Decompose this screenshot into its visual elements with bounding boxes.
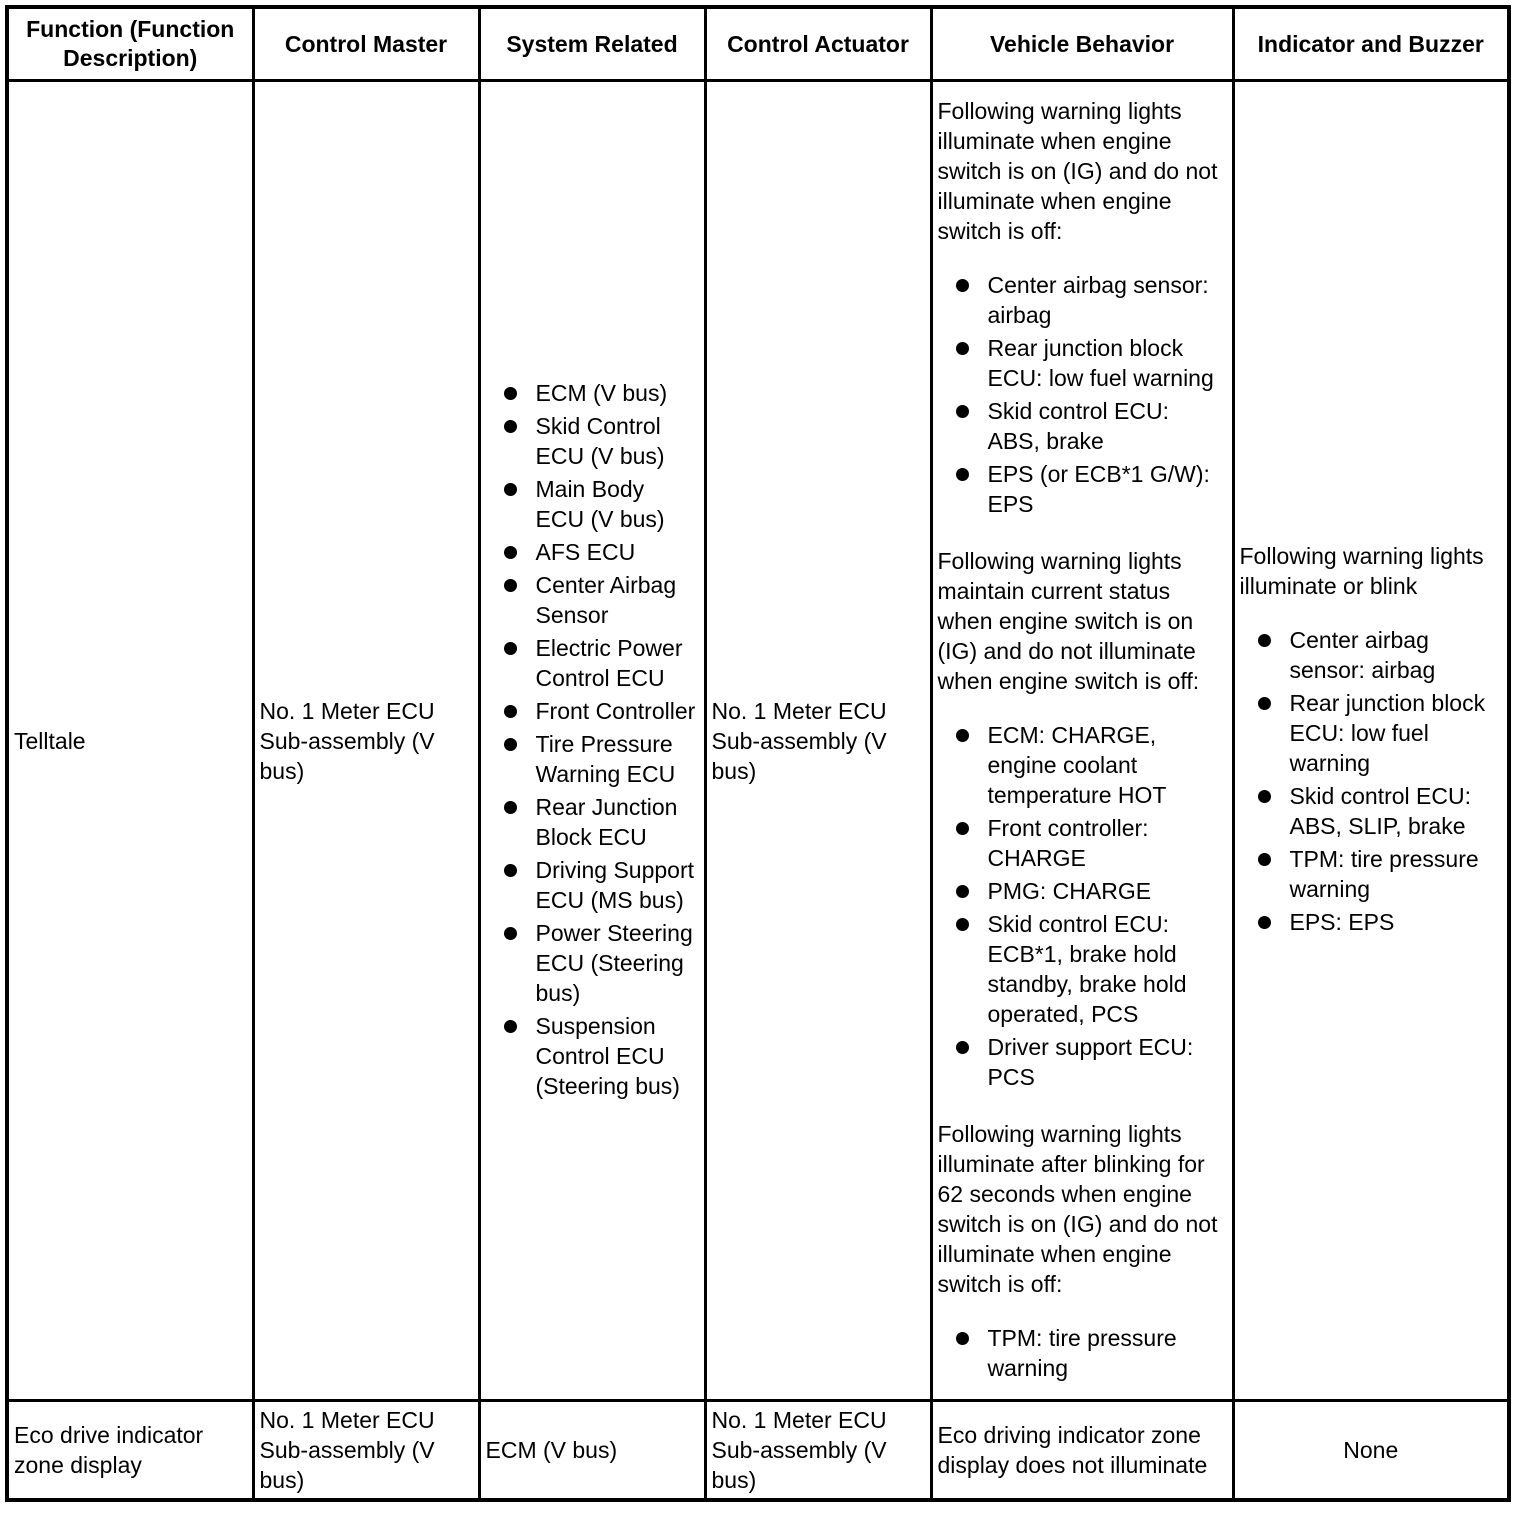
function-table — [5, 5, 1511, 1502]
table-row — [7, 1401, 1509, 1501]
list-item: Center Airbag Sensor — [486, 570, 699, 630]
cell-function: Eco drive indicator zone display — [7, 1401, 253, 1501]
cell-control-actuator: No. 1 Meter ECU Sub-assembly (V bus) — [705, 81, 931, 1401]
list-item: Rear junction block ECU: low fuel warning — [938, 333, 1227, 393]
list-item: Skid control ECU: ECB*1, brake hold standby, brake hold operated, PCS — [938, 909, 1227, 1029]
list-item: Main Body ECU (V bus) — [486, 474, 699, 534]
list-item: Driving Support ECU (MS bus) — [486, 855, 699, 915]
behavior-group2-intro: Following warning lights maintain current status when engine switch is on (IG) and do not illuminate when engine switch is off: — [937, 547, 1200, 694]
indicator-list — [1240, 625, 1503, 937]
behavior-group3-list — [938, 1323, 1227, 1383]
header-control-actuator: Control Actuator — [705, 7, 931, 81]
list-item: Skid control ECU: ABS, SLIP, brake — [1240, 781, 1503, 841]
cell-vehicle-behavior — [931, 81, 1233, 1401]
table-row — [7, 81, 1509, 1401]
cell-control-master: No. 1 Meter ECU Sub-assembly (V bus) — [253, 81, 479, 1401]
list-item: TPM: tire pressure warning — [938, 1323, 1227, 1383]
list-item: Driver support ECU: PCS — [938, 1032, 1227, 1092]
list-item: Power Steering ECU (Steering bus) — [486, 918, 699, 1008]
list-item: Skid Control ECU (V bus) — [486, 411, 699, 471]
header-indicator-buzzer: Indicator and Buzzer — [1233, 7, 1509, 81]
list-item: AFS ECU — [486, 537, 699, 567]
cell-system-related: ECM (V bus) — [479, 1401, 705, 1501]
header-function: Function (Function Description) — [7, 7, 253, 81]
behavior-group1-list — [938, 270, 1227, 519]
cell-function: Telltale — [7, 81, 253, 1401]
list-item: EPS (or ECB*1 G/W): EPS — [938, 459, 1227, 519]
header-control-master: Control Master — [253, 7, 479, 81]
list-item: Suspension Control ECU (Steering bus) — [486, 1011, 699, 1101]
list-item: Center airbag sensor: airbag — [938, 270, 1227, 330]
list-item: TPM: tire pressure warning — [1240, 844, 1503, 904]
cell-control-master: No. 1 Meter ECU Sub-assembly (V bus) — [253, 1401, 479, 1501]
header-row — [7, 7, 1509, 81]
list-item: Front Controller — [486, 696, 699, 726]
list-item: ECM: CHARGE, engine coolant temperature HOT — [938, 720, 1227, 810]
list-item: Electric Power Control ECU — [486, 633, 699, 693]
header-vehicle-behavior: Vehicle Behavior — [931, 7, 1233, 81]
list-item: Rear junction block ECU: low fuel warning — [1240, 688, 1503, 778]
list-item: Skid control ECU: ABS, brake — [938, 396, 1227, 456]
list-item: EPS: EPS — [1240, 907, 1503, 937]
list-item: Rear Junction Block ECU — [486, 792, 699, 852]
cell-vehicle-behavior: Eco driving indicator zone display does not illuminate — [931, 1401, 1233, 1501]
system-related-list — [486, 378, 699, 1101]
cell-indicator-buzzer — [1233, 81, 1509, 1401]
list-item: Front controller: CHARGE — [938, 813, 1227, 873]
list-item: PMG: CHARGE — [938, 876, 1227, 906]
behavior-group3-intro: Following warning lights illuminate after blinking for 62 seconds when engine switch is on (IG) and do not illuminate when engine switch is off: — [937, 1120, 1218, 1297]
list-item: Tire Pressure Warning ECU — [486, 729, 699, 789]
list-item: ECM (V bus) — [486, 378, 699, 408]
behavior-group2-list — [938, 720, 1227, 1092]
indicator-intro: Following warning lights illuminate or blink — [1239, 543, 1484, 599]
cell-system-related — [479, 81, 705, 1401]
header-system-related: System Related — [479, 7, 705, 81]
page — [5, 5, 1511, 1502]
cell-indicator-buzzer: None — [1233, 1401, 1509, 1501]
list-item: Center airbag sensor: airbag — [1240, 625, 1503, 685]
behavior-group1-intro: Following warning lights illuminate when engine switch is on (IG) and do not illuminate when engine switch is off: — [937, 97, 1218, 244]
cell-control-actuator: No. 1 Meter ECU Sub-assembly (V bus) — [705, 1401, 931, 1501]
